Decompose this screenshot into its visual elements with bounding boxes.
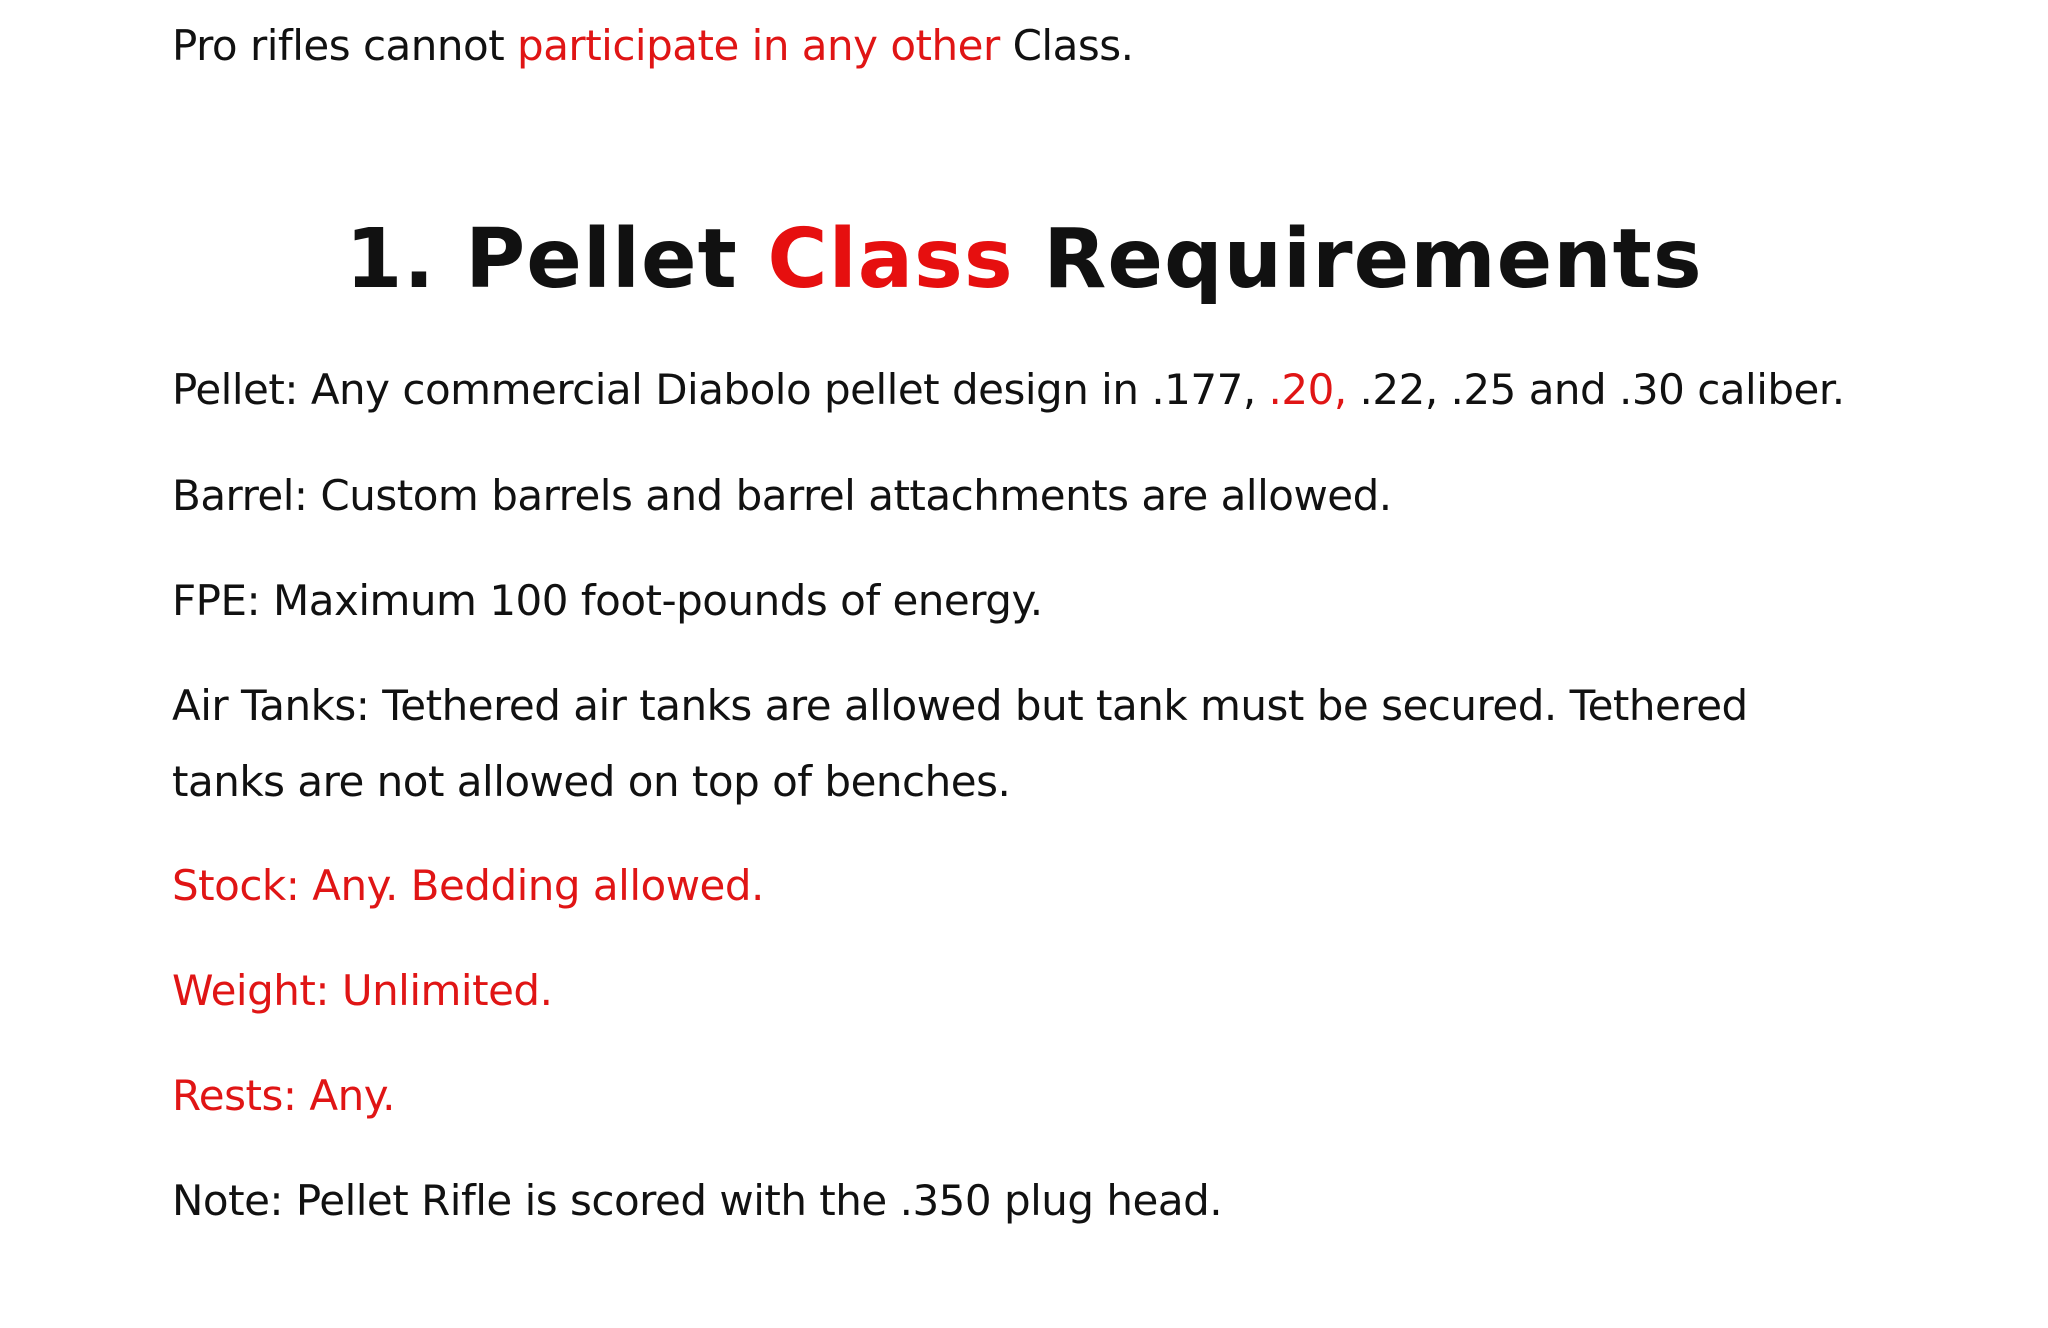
- heading-rest: Requirements: [1013, 212, 1703, 307]
- barrel-requirement: Barrel: Custom barrels and barrel attachments are allowed.: [172, 471, 1392, 520]
- section-heading: [0, 205, 2048, 315]
- intro-suffix: Class.: [999, 21, 1134, 70]
- pellet-requirement: [172, 352, 1912, 428]
- pellet-prefix: Pellet: Any commercial Diabolo pellet design in .177,: [172, 365, 1269, 414]
- note-paragraph: Note: Pellet Rifle is scored with the .350 plug head.: [172, 1176, 1223, 1225]
- rests-requirement: Rests: Any.: [172, 1071, 395, 1120]
- heading-highlight: Class: [767, 212, 1014, 307]
- pellet-suffix: .22, .25 and .30 caliber.: [1346, 365, 1845, 414]
- weight-requirement: Weight: Unlimited.: [172, 966, 553, 1015]
- stock-requirement: Stock: Any. Bedding allowed.: [172, 861, 764, 910]
- fpe-requirement: FPE: Maximum 100 foot-pounds of energy.: [172, 576, 1043, 625]
- intro-prefix: Pro rifles cannot: [172, 21, 518, 70]
- air-tanks-requirement: Air Tanks: Tethered air tanks are allowed but tank must be secured. Tethered tanks are not allowed on top of benches.: [172, 681, 1748, 806]
- pellet-highlight: .20,: [1268, 365, 1347, 414]
- intro-paragraph: [172, 8, 1912, 84]
- heading-number: 1. Pellet: [345, 212, 768, 307]
- intro-highlight: participate in any other: [517, 21, 1000, 70]
